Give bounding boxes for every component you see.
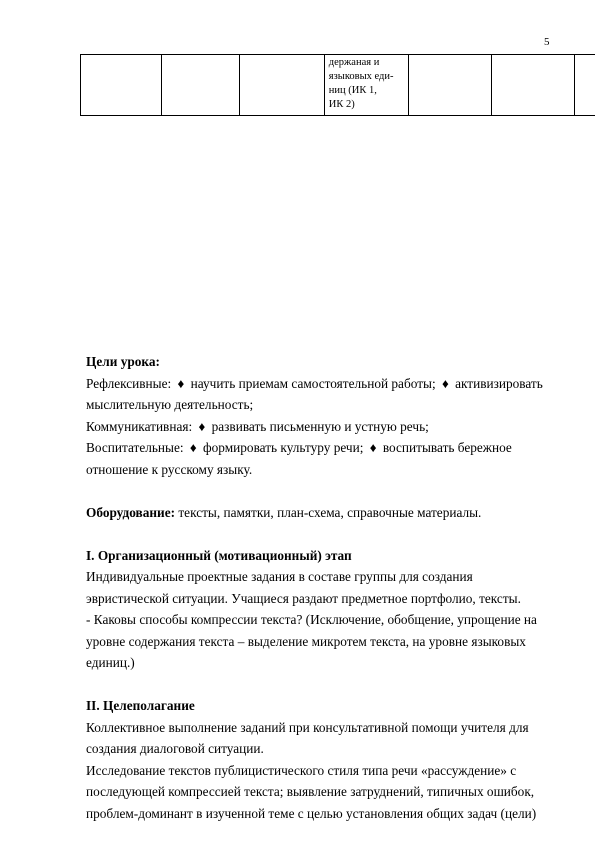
equipment-label: Оборудование: [86,504,176,520]
educational-item: формировать культуру речи; [203,440,364,455]
bullet-icon: ♦ [441,375,449,391]
goals-educational [86,437,556,480]
table-cell [239,55,324,116]
table-cell-text: держаная и языковых еди- ниц (ИК 1, ИК 2) [328,57,394,110]
goals-communicative [86,416,556,438]
equipment-line [86,502,556,524]
section2-paragraph: Исследование текстов публицистического стиля типа речи «рассуждение» с последующей компрессией текста; выявление затруднений, типичных ошибок, проблем-доминант в изученной теме с целью установления общих задач (цели) [86,762,537,821]
goals-reflexive [86,373,556,416]
section2-heading: II. Целеполагание [86,698,195,713]
bullet-icon: ♦ [198,418,206,434]
communicative-item: развивать письменную и устную речь; [211,418,429,434]
goals-heading: Цели урока: [86,354,160,369]
document-body [86,351,556,824]
table-cell [575,55,595,116]
communicative-label: Коммуникативная: [86,418,193,434]
section1-paragraph: - Каковы способы компрессии текста? (Исключение, обобщение, упрощение на уровне содержания текста – выделение микротем текста, на уровне языковых единиц.) [86,612,537,670]
reflexive-label: Рефлексивные: [86,375,172,391]
table-cell [81,55,162,116]
educational-label: Воспитательные: [86,440,184,455]
page-number: 5 [544,36,550,48]
bullet-icon: ♦ [369,440,377,455]
table-cell [409,55,492,116]
bullet-icon: ♦ [177,375,185,391]
top-table [80,54,595,116]
reflexive-item: научить приемам самостоятельной работы; [190,375,436,391]
table-row [81,55,595,116]
educational-item: воспитывать бережное отношение к русскому языку. [86,440,512,477]
table-cell [161,55,239,116]
table-cell [324,55,409,116]
section1-paragraph: Индивидуальные проектные задания в составе группы для создания эвристической ситуации. Учащиеся раздают предметное портфолио, тексты. [86,569,521,606]
reflexive-item: активизировать мыслительную деятельность; [86,375,543,412]
bullet-icon: ♦ [189,440,197,455]
section2-paragraph: Коллективное выполнение заданий при консультативной помощи учителя для создания диалоговой ситуации. [86,719,529,756]
section1-heading: I. Организационный (мотивационный) этап [86,547,352,563]
table-cell [492,55,575,116]
equipment-text: тексты, памятки, план-схема, справочные материалы. [175,504,482,520]
